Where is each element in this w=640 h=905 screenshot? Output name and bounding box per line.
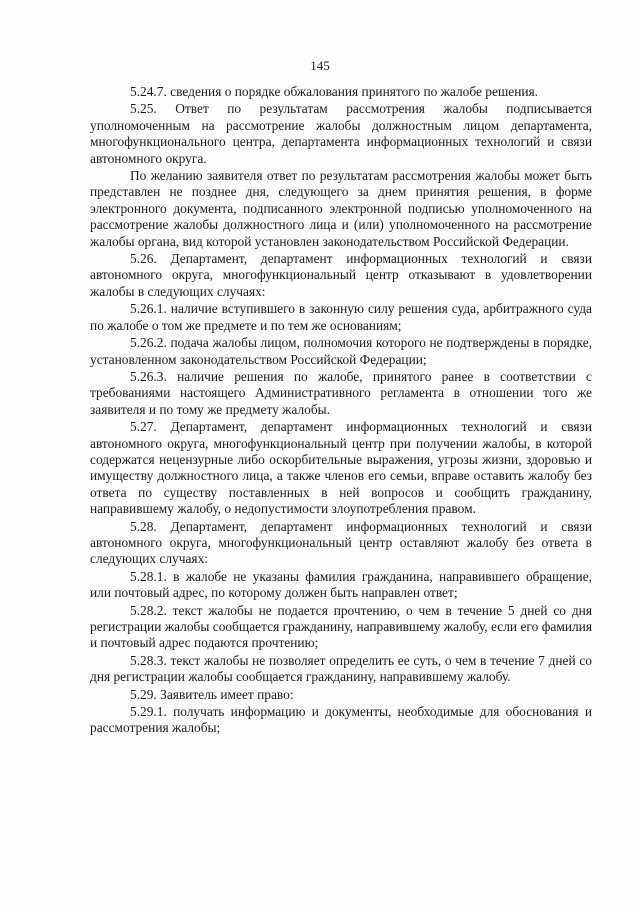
paragraph-5-26-2: 5.26.2. подача жалобы лицом, полномочия которого не подтверждены в порядке, установленном законодательством Российской Федерации;	[90, 335, 592, 367]
paragraph-electronic-answer: По желанию заявителя ответ по результатам рассмотрения жалобы может быть представлен не позднее дня, следующего за днем принятия решения, в форме электронного документа, подписанного электронной подписью уполномоченного на рассмотрение жалобы должностного лица и (или) уполномоченного на рассмотрение жалобы органа, вид которой установлен законодательством Российской Федерации.	[90, 168, 592, 249]
paragraph-5-28: 5.28. Департамент, департамент информационных технологий и связи автономного округа, многофункциональный центр оставляют жалобу без ответа в следующих случаях:	[90, 518, 592, 567]
paragraph-5-26-3: 5.26.3. наличие решения по жалобе, принятого ранее в соответствии с требованиями настоящего Административного регламента в отношении того же заявителя и по тому же предмету жалобы.	[90, 368, 592, 417]
paragraph-5-28-3: 5.28.3. текст жалобы не позволяет определить ее суть, о чем в течение 7 дней со дня регистрации жалобы сообщается гражданину, направившему жалобу.	[90, 652, 592, 685]
page-number: 145	[310, 58, 330, 73]
paragraph-5-27: 5.27. Департамент, департамент информационных технологий и связи автономного округа, многофункциональный центр при получении жалобы, в которой содержатся нецензурные либо оскорбительные выражения, угрозы жизни, здоровью и имуществу должностного лица, а также членов его семьи, вправе оставить жалобу без ответа по существу поставленных в ней вопросов и сообщить гражданину, направившему жалобу, о недопустимости злоупотребления правом.	[90, 419, 592, 517]
paragraph-5-29-1: 5.29.1. получать информацию и документы, необходимые для обоснования и рассмотрения жалобы;	[90, 704, 592, 736]
paragraph-5-26-1: 5.26.1. наличие вступившего в законную силу решения суда, арбитражного суда по жалобе о том же предмете и по тем же основаниям;	[90, 301, 592, 333]
paragraph-5-28-2: 5.28.2. текст жалобы не подается прочтению, о чем в течение 5 дней со дня регистрации жалобы сообщается гражданину, направившему жалобу, если его фамилия и почтовый адрес подаются прочтению;	[90, 602, 592, 651]
paragraph-5-25: 5.25. Ответ по результатам рассмотрения жалобы подписывается уполномоченным на рассмотрение жалобы должностным лицом департамента, многофункционального центра, департамента информационных технологий и связи автономного округа.	[90, 101, 592, 166]
paragraph-5-26: 5.26. Департамент, департамент информационных технологий и связи автономного округа, многофункциональный центр отказывают в удовлетворении жалобы в следующих случаях:	[90, 251, 592, 299]
paragraph-5-28-1: 5.28.1. в жалобе не указаны фамилия гражданина, направившего обращение, или почтовый адрес, по которому должен быть направлен ответ;	[90, 568, 592, 601]
document-body	[90, 84, 592, 737]
paragraph-5-24-7: 5.24.7. сведения о порядке обжалования принятого по жалобе решения.	[130, 84, 539, 99]
paragraph-5-29: 5.29. Заявитель имеет право:	[130, 686, 294, 702]
